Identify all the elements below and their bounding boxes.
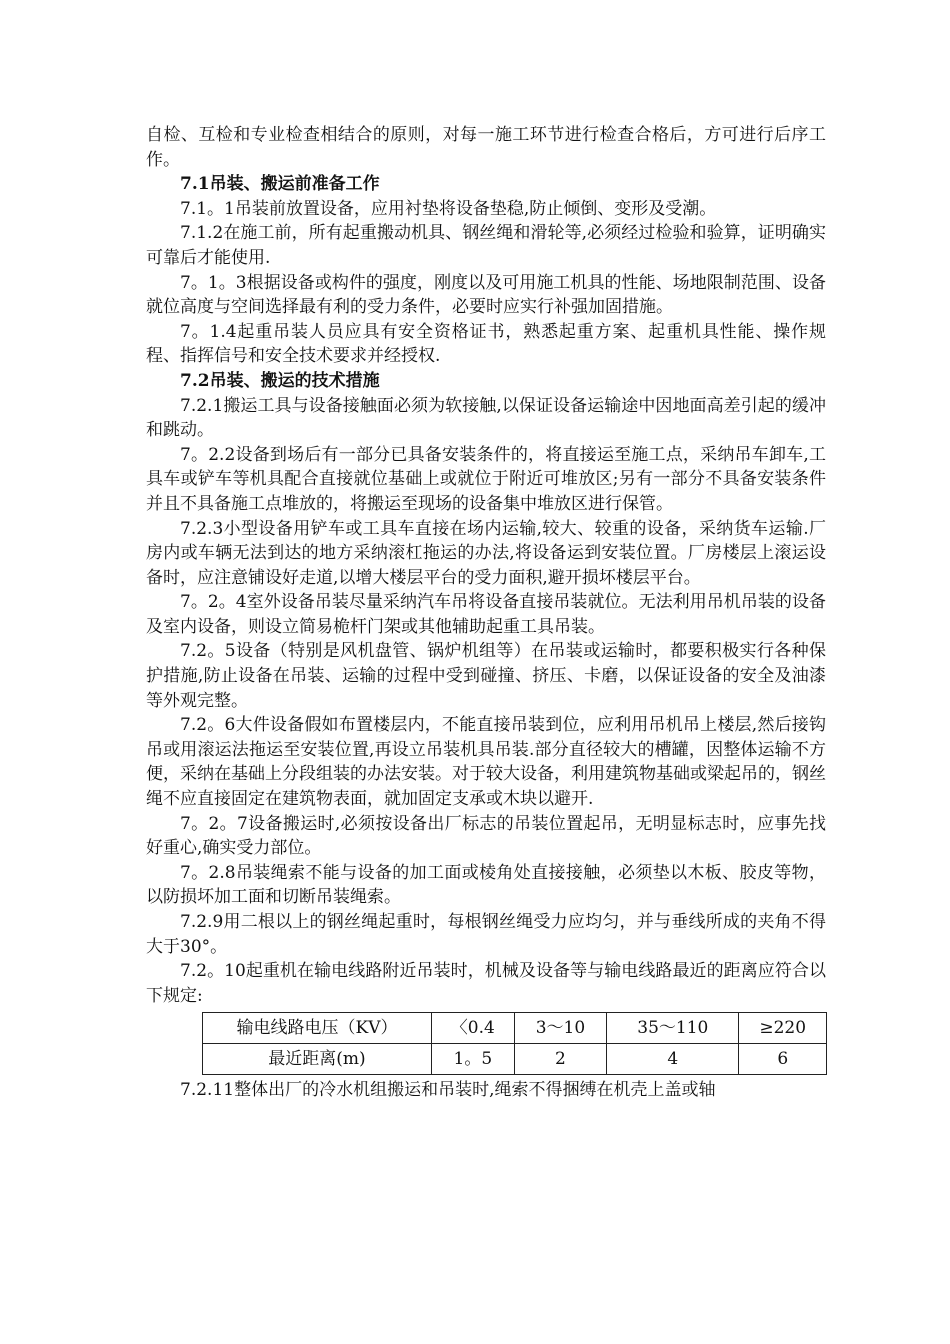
paragraph-7-2-6: 7.2。6大件设备假如布置楼层内，不能直接吊装到位，应利用吊机吊上楼层,然后接钩吊或用滚运法拖运至安装位置,再设立吊装机具吊装.部分直径较大的槽罐，因整体运输不方便，采纳在基础上分段组装的办法安装。对于较大设备，利用建筑物基础或梁起吊的，钢丝绳不应直接固定在建筑物表面，就加固定支承或木块以避开.: [146, 715, 826, 810]
paragraph-7-2-1: 7.2.1搬运工具与设备接触面必须为软接触,以保证设备运输途中因地面高差引起的缓冲和跳动。: [146, 395, 826, 441]
paragraph-intro: 自检、互检和专业检查相结合的原则，对每一施工环节进行检查合格后，方可进行后序工作。: [146, 125, 826, 170]
voltage-cell: 〈0.4: [432, 1013, 515, 1044]
paragraph-7-2-7: 7。2。7设备搬运时,必须按设备出厂标志的吊装位置起吊，无明显标志时，应事先找好重心,确实受力部位。: [146, 813, 826, 859]
distance-cell: 6: [739, 1044, 827, 1075]
paragraph-7-1-3: 7。1。3根据设备或构件的强度，刚度以及可用施工机具的性能、场地限制范围、设备就位高度与空间选择最有利的受力条件，必要时应实行补强加固措施。: [146, 272, 826, 318]
distance-header-cell: 最近距离(m): [203, 1044, 432, 1075]
voltage-cell: 35～110: [607, 1013, 739, 1044]
paragraph-7-2-2: 7。2.2设备到场后有一部分已具备安装条件的，将直接运至施工点，采纳吊车卸车,工具车或铲车等机具配合直接就位基础上或就位于附近可堆放区;另有一部分不具备安装条件并且不具备施工点堆放的，将搬运至现场的设备集中堆放区进行保管。: [146, 444, 826, 514]
paragraph-7-2-9: 7.2.9用二根以上的钢丝绳起重时，每根钢丝绳受力应均匀，并与垂线所成的夹角不得大于30°。: [146, 912, 826, 957]
distance-cell: 4: [607, 1044, 739, 1075]
voltage-header-cell: 输电线路电压（KV）: [203, 1013, 432, 1044]
section-heading-7-2: 7.2吊装、搬运的技术措施: [180, 370, 380, 391]
table-row-voltage: [203, 1013, 827, 1044]
paragraph-7-2-4: 7。2。4室外设备吊装尽量采纳汽车吊将设备直接吊装就位。无法利用吊机吊装的设备及室内设备，则设立简易桅杆门架或其他辅助起重工具吊装。: [146, 592, 826, 637]
distance-table: [202, 1012, 827, 1075]
paragraph-7-2-3: 7.2.3小型设备用铲车或工具车直接在场内运输,较大、较重的设备，采纳货车运输.厂房内或车辆无法到达的地方采纳滚杠拖运的办法,将设备运到安装位置。厂房楼层上滚运设备时，应注意铺设好走道,以增大楼层平台的受力面积,避开损坏楼层平台。: [146, 518, 826, 588]
voltage-cell: ≥220: [739, 1013, 827, 1044]
section-heading-7-1: 7.1吊装、搬运前准备工作: [180, 174, 380, 195]
paragraph-7-1-2: 7.1.2在施工前，所有起重搬动机具、钢丝绳和滑轮等,必须经过检验和验算，证明确实可靠后才能使用.: [146, 223, 826, 268]
paragraph-7-2-10: 7.2。10起重机在输电线路附近吊装时，机械及设备等与输电线路最近的距离应符合以下规定:: [146, 961, 826, 1006]
document-page: [146, 123, 826, 1103]
distance-cell: 1。5: [432, 1044, 515, 1075]
paragraph-7-2-5: 7.2。5设备（特别是风机盘管、锅炉机组等）在吊装或运输时，都要积极实行各种保护措施,防止设备在吊装、运输的过程中受到碰撞、挤压、卡磨，以保证设备的安全及油漆等外观完整。: [146, 641, 826, 711]
paragraph-7-1-4: 7。1.4起重吊装人员应具有安全资格证书，熟悉起重方案、起重机具性能、操作规程、指挥信号和安全技术要求并经授权.: [146, 321, 826, 367]
paragraph-7-1-1: 7.1。1吊装前放置设备，应用衬垫将设备垫稳,防止倾倒、变形及受潮。: [180, 198, 717, 219]
voltage-cell: 3～10: [514, 1013, 607, 1044]
paragraph-7-2-8: 7。2.8吊装绳索不能与设备的加工面或棱角处直接接触，必须垫以木板、胶皮等物，以防损坏加工面和切断吊装绳索。: [146, 862, 826, 908]
paragraph-7-2-11: 7.2.11整体出厂的冷水机组搬运和吊装时,绳索不得捆缚在机壳上盖或轴: [180, 1080, 716, 1101]
distance-cell: 2: [514, 1044, 607, 1075]
table-row-distance: [203, 1044, 827, 1075]
